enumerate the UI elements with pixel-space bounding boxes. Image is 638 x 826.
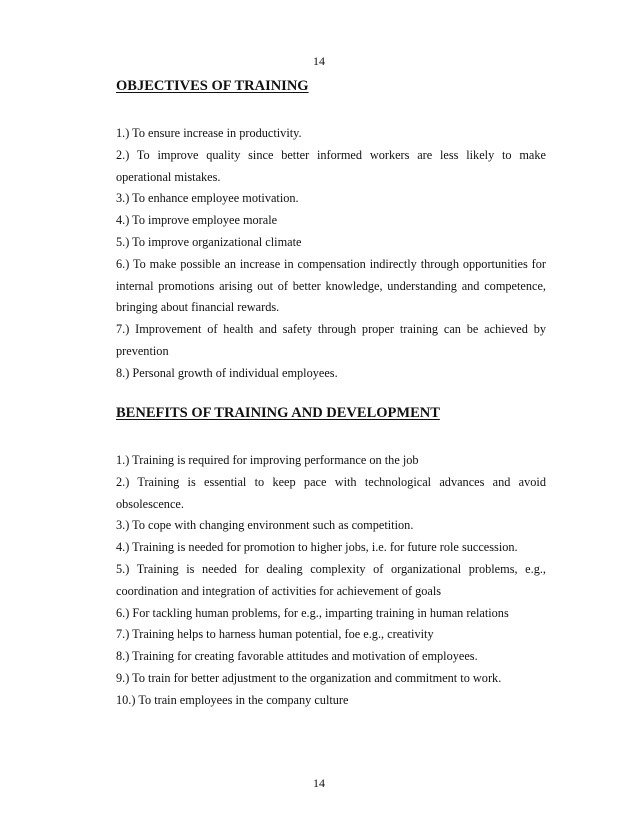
benefits-heading: BENEFITS OF TRAINING AND DEVELOPMENT	[116, 405, 440, 421]
benefits-section	[116, 404, 546, 712]
objectives-heading: OBJECTIVES OF TRAINING	[116, 78, 309, 94]
benefits-item-10: 10.) To train employees in the company culture	[116, 692, 349, 707]
benefits-item-1: 1.) Training is required for improving performance on the job	[116, 453, 419, 467]
objectives-item-6: 6.) To make possible an increase in compensation indirectly through opportunities for internal promotions arising out of better knowledge, understanding and competence, bringing about financial rewards.	[116, 256, 546, 315]
benefits-item-4: 4.) Training is needed for promotion to higher jobs, i.e. for future role succession.	[116, 540, 518, 555]
benefits-item-3: 3.) To cope with changing environment such as competition.	[116, 518, 414, 533]
page-number-top: 14	[313, 54, 325, 68]
objectives-list	[116, 123, 546, 385]
benefits-item-9: 9.) To train for better adjustment to the organization and commitment to work.	[116, 670, 502, 685]
objectives-item-5: 5.) To improve organizational climate	[116, 234, 302, 249]
benefits-list	[116, 450, 546, 712]
objectives-item-8: 8.) Personal growth of individual employees.	[116, 365, 338, 380]
objectives-item-2: 2.) To improve quality since better informed workers are less likely to make operational mistakes.	[116, 147, 546, 184]
benefits-item-8: 8.) Training for creating favorable attitudes and motivation of employees.	[116, 649, 478, 664]
objectives-item-3: 3.) To enhance employee motivation.	[116, 191, 299, 206]
objectives-section	[116, 77, 546, 385]
benefits-item-6: 6.) For tackling human problems, for e.g., imparting training in human relations	[116, 605, 509, 620]
benefits-item-5: 5.) Training is needed for dealing complexity of organizational problems, e.g., coordination and integration of activities for achievement of goals	[116, 561, 546, 598]
benefits-item-2: 2.) Training is essential to keep pace with technological advances and avoid obsolescence.	[116, 474, 546, 511]
page-number-bottom: 14	[313, 776, 325, 790]
objectives-item-4: 4.) To improve employee morale	[116, 213, 278, 228]
objectives-item-1: 1.) To ensure increase in productivity.	[116, 126, 302, 140]
objectives-item-7: 7.) Improvement of health and safety through proper training can be achieved by prevention	[116, 322, 546, 358]
benefits-item-7: 7.) Training helps to harness human potential, foe e.g., creativity	[116, 627, 434, 642]
